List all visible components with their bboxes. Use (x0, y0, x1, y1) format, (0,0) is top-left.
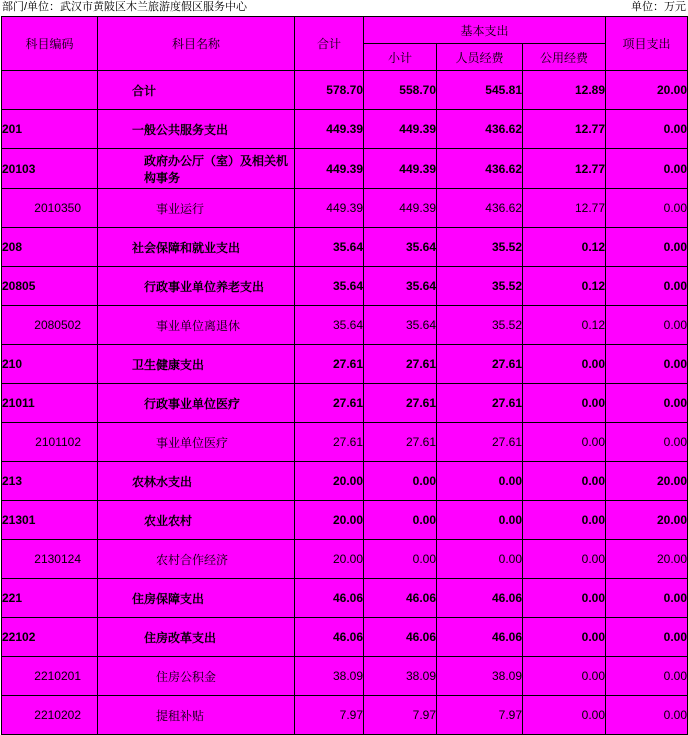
table-row (2, 579, 688, 618)
table-row (2, 540, 688, 579)
cell-project: 0.00 (606, 657, 688, 696)
column-header-public-cost: 公用经费 (523, 44, 606, 71)
cell-public: 12.77 (523, 110, 606, 149)
cell-staff: 27.61 (437, 423, 523, 462)
cell-project: 0.00 (606, 228, 688, 267)
cell-subject-name: 住房保障支出 (98, 579, 295, 618)
cell-subject-name: 一般公共服务支出 (98, 110, 295, 149)
cell-subtotal: 27.61 (364, 384, 437, 423)
cell-public: 0.12 (523, 306, 606, 345)
cell-subject-code: 21011 (2, 384, 98, 423)
cell-subtotal: 27.61 (364, 345, 437, 384)
table-row (2, 306, 688, 345)
table-row (2, 657, 688, 696)
cell-public: 0.00 (523, 618, 606, 657)
cell-staff: 35.52 (437, 267, 523, 306)
cell-subject-code: 21301 (2, 501, 98, 540)
cell-staff: 27.61 (437, 384, 523, 423)
cell-project: 0.00 (606, 149, 688, 189)
cell-staff: 0.00 (437, 540, 523, 579)
cell-subject-code: 2101102 (2, 423, 98, 462)
budget-table (1, 16, 688, 735)
cell-project: 0.00 (606, 306, 688, 345)
cell-project: 0.00 (606, 345, 688, 384)
table-row (2, 423, 688, 462)
cell-subtotal: 38.09 (364, 657, 437, 696)
table-row (2, 501, 688, 540)
cell-subject-name: 合计 (98, 71, 295, 110)
cell-subject-name: 住房公积金 (98, 657, 295, 696)
cell-total: 449.39 (295, 149, 364, 189)
cell-subject-code: 208 (2, 228, 98, 267)
cell-subtotal: 0.00 (364, 540, 437, 579)
table-row (2, 110, 688, 149)
cell-subtotal: 558.70 (364, 71, 437, 110)
cell-subject-code: 20805 (2, 267, 98, 306)
cell-public: 0.00 (523, 501, 606, 540)
cell-total: 46.06 (295, 579, 364, 618)
cell-staff: 0.00 (437, 462, 523, 501)
cell-subtotal: 0.00 (364, 501, 437, 540)
cell-subtotal: 449.39 (364, 110, 437, 149)
column-header-total: 合计 (295, 17, 364, 71)
cell-subject-code: 2010350 (2, 189, 98, 228)
table-row (2, 71, 688, 110)
cell-subject-code: 2210201 (2, 657, 98, 696)
cell-subtotal: 46.06 (364, 618, 437, 657)
cell-subject-name: 事业单位医疗 (98, 423, 295, 462)
cell-project: 20.00 (606, 71, 688, 110)
cell-staff: 436.62 (437, 110, 523, 149)
cell-subject-name: 卫生健康支出 (98, 345, 295, 384)
cell-staff: 35.52 (437, 228, 523, 267)
cell-subtotal: 46.06 (364, 579, 437, 618)
cell-total: 449.39 (295, 110, 364, 149)
cell-public: 0.00 (523, 696, 606, 735)
cell-public: 0.00 (523, 423, 606, 462)
cell-subject-code: 213 (2, 462, 98, 501)
cell-public: 0.12 (523, 267, 606, 306)
cell-subtotal: 35.64 (364, 306, 437, 345)
cell-subtotal: 7.97 (364, 696, 437, 735)
cell-public: 0.00 (523, 579, 606, 618)
cell-staff: 545.81 (437, 71, 523, 110)
cell-public: 0.00 (523, 657, 606, 696)
cell-public: 0.00 (523, 462, 606, 501)
cell-total: 7.97 (295, 696, 364, 735)
cell-total: 46.06 (295, 618, 364, 657)
cell-subtotal: 35.64 (364, 228, 437, 267)
cell-public: 0.00 (523, 540, 606, 579)
cell-staff: 46.06 (437, 618, 523, 657)
table-row (2, 696, 688, 735)
column-header-name: 科目名称 (98, 17, 295, 71)
cell-total: 578.70 (295, 71, 364, 110)
cell-project: 0.00 (606, 189, 688, 228)
cell-total: 27.61 (295, 345, 364, 384)
cell-total: 27.61 (295, 423, 364, 462)
cell-total: 449.39 (295, 189, 364, 228)
header-row-1 (2, 17, 688, 44)
cell-project: 20.00 (606, 462, 688, 501)
column-header-project: 项目支出 (606, 17, 688, 71)
cell-staff: 38.09 (437, 657, 523, 696)
cell-subject-code: 22102 (2, 618, 98, 657)
table-header (2, 17, 688, 71)
cell-public: 0.00 (523, 345, 606, 384)
cell-staff: 35.52 (437, 306, 523, 345)
cell-public: 0.12 (523, 228, 606, 267)
column-header-code: 科目编码 (2, 17, 98, 71)
table-row (2, 267, 688, 306)
table-row (2, 345, 688, 384)
cell-staff: 27.61 (437, 345, 523, 384)
cell-subject-name: 行政事业单位医疗 (98, 384, 295, 423)
cell-total: 20.00 (295, 501, 364, 540)
cell-total: 38.09 (295, 657, 364, 696)
cell-subject-code: 2130124 (2, 540, 98, 579)
column-header-basic-expenditure: 基本支出 (364, 17, 606, 44)
cell-staff: 0.00 (437, 501, 523, 540)
cell-subject-name: 农林水支出 (98, 462, 295, 501)
cell-subject-name: 政府办公厅（室）及相关机构事务 (98, 149, 295, 189)
cell-staff: 436.62 (437, 189, 523, 228)
cell-subject-code: 201 (2, 110, 98, 149)
cell-total: 35.64 (295, 228, 364, 267)
cell-subtotal: 35.64 (364, 267, 437, 306)
cell-project: 0.00 (606, 696, 688, 735)
table-row (2, 384, 688, 423)
cell-project: 0.00 (606, 110, 688, 149)
cell-staff: 436.62 (437, 149, 523, 189)
cell-subject-name: 提租补贴 (98, 696, 295, 735)
cell-public: 12.77 (523, 149, 606, 189)
cell-subtotal: 27.61 (364, 423, 437, 462)
cell-staff: 7.97 (437, 696, 523, 735)
cell-subject-code: 210 (2, 345, 98, 384)
cell-subtotal: 449.39 (364, 189, 437, 228)
cell-subject-code: 20103 (2, 149, 98, 189)
cell-public: 0.00 (523, 384, 606, 423)
cell-public: 12.89 (523, 71, 606, 110)
cell-total: 20.00 (295, 462, 364, 501)
cell-project: 0.00 (606, 579, 688, 618)
column-header-subtotal: 小计 (364, 44, 437, 71)
department-label: 部门/单位：武汉市黄陂区木兰旅游度假区服务中心 (2, 1, 248, 13)
cell-subject-code: 221 (2, 579, 98, 618)
cell-total: 35.64 (295, 267, 364, 306)
unit-label: 单位：万元 (631, 1, 686, 13)
table-row (2, 189, 688, 228)
cell-project: 20.00 (606, 501, 688, 540)
table-row (2, 462, 688, 501)
cell-subject-name: 事业单位离退休 (98, 306, 295, 345)
cell-subject-name: 农村合作经济 (98, 540, 295, 579)
table-row (2, 618, 688, 657)
cell-project: 0.00 (606, 267, 688, 306)
cell-subject-name: 事业运行 (98, 189, 295, 228)
cell-total: 20.00 (295, 540, 364, 579)
cell-public: 12.77 (523, 189, 606, 228)
cell-project: 0.00 (606, 384, 688, 423)
cell-subject-name: 住房改革支出 (98, 618, 295, 657)
cell-total: 27.61 (295, 384, 364, 423)
cell-subject-name: 农业农村 (98, 501, 295, 540)
cell-subtotal: 449.39 (364, 149, 437, 189)
cell-project: 0.00 (606, 423, 688, 462)
cell-staff: 46.06 (437, 579, 523, 618)
cell-subject-name: 行政事业单位养老支出 (98, 267, 295, 306)
table-row (2, 228, 688, 267)
cell-subject-name: 社会保障和就业支出 (98, 228, 295, 267)
cell-total: 35.64 (295, 306, 364, 345)
cell-project: 20.00 (606, 540, 688, 579)
cell-subtotal: 0.00 (364, 462, 437, 501)
table-body (2, 71, 688, 735)
cell-subject-code: 2210202 (2, 696, 98, 735)
column-header-staff-cost: 人员经费 (437, 44, 523, 71)
table-row (2, 149, 688, 189)
document-header (0, 0, 688, 16)
cell-subject-code (2, 71, 98, 110)
cell-subject-code: 2080502 (2, 306, 98, 345)
cell-project: 0.00 (606, 618, 688, 657)
